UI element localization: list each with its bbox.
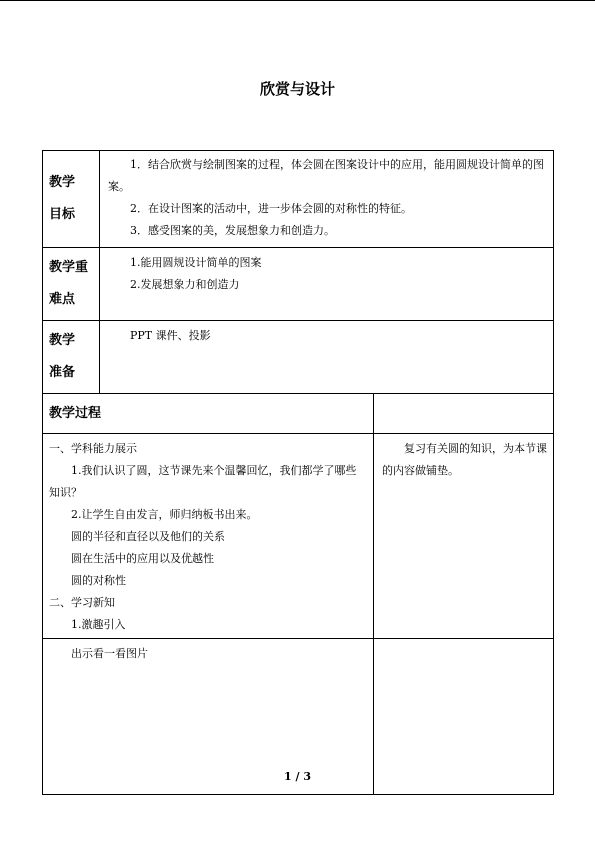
process-paragraph: 1.我们认识了圆，这节课先来个温馨回忆，我们都学了哪些知识？ [49,464,357,499]
page-title: 欣赏与设计 [259,80,335,98]
process-note-header [374,394,554,434]
row-key-difficult [43,248,554,321]
preparation-text: PPT 课件、投影 [130,329,211,342]
process-main-content [43,434,374,639]
key-item: 2.发展想象力和创造力 [130,278,240,291]
goal-item: 3．感受图案的美，发展想象力和创造力。 [130,224,335,237]
label-key-difficult: 教学重 难点 [43,248,100,321]
label-preparation: 教学 准备 [43,321,100,394]
page-number: 1 / 3 [284,770,311,783]
process-line: 圆在生活中的应用以及优越性 [71,552,214,565]
teaching-goals-content [100,151,554,248]
process-paragraph: 1.激趣引入 [71,618,126,631]
label-teaching-process: 教学过程 [43,394,374,434]
process-paragraph: 出示看一看图片 [71,647,148,660]
top-rule [0,0,595,1]
process-paragraph: 2.让学生自由发言，师归纳板书出来。 [71,508,258,521]
goal-item: 1．结合欣赏与绘制图案的过程，体会圆在图案设计中的应用，能用圆规设计简单的图案。 [108,158,544,193]
row-process-header [43,394,554,434]
key-difficult-content [100,248,554,321]
process-heading: 二、学习新知 [49,596,115,609]
process-note: 复习有关圆的知识，为本节课的内容做铺垫。 [382,442,547,477]
process-heading: 一、学科能力展示 [49,442,137,455]
lesson-plan-table [42,150,554,795]
goal-item: 2．在设计图案的活动中，进一步体会圆的对称性的特征。 [130,202,412,215]
preparation-content [100,321,554,394]
row-preparation [43,321,554,394]
process-line: 圆的半径和直径以及他们的关系 [71,530,225,543]
process-note-content [374,434,554,639]
row-process-body [43,434,554,639]
process-line: 圆的对称性 [71,574,126,587]
label-teaching-goals: 教学 目标 [43,151,100,248]
key-item: 1.能用圆规设计简单的图案 [130,256,262,269]
row-teaching-goals [43,151,554,248]
